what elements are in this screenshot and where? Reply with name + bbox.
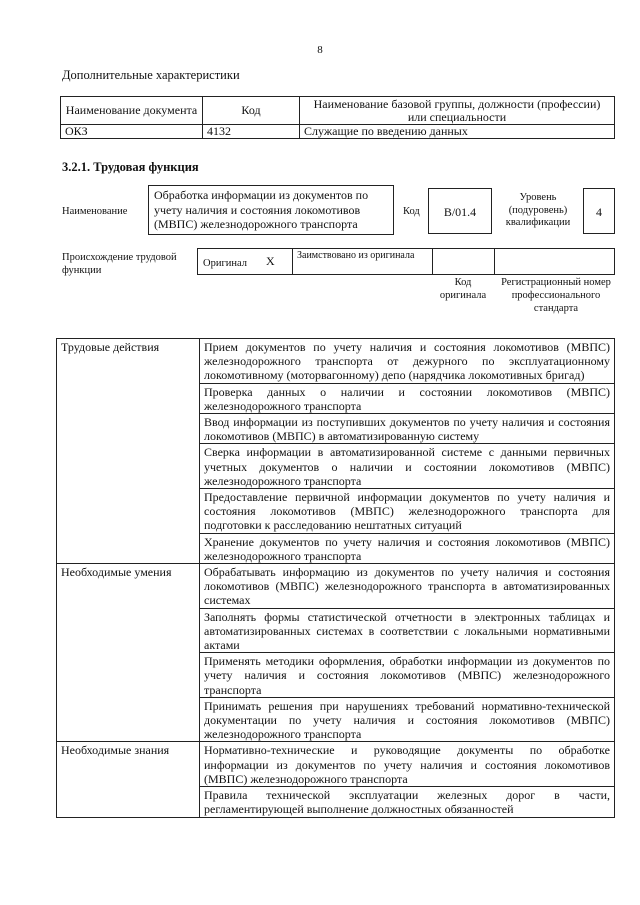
skill-item: Принимать решения при нарушениях требований нормативно-технической документации по учету наличия и состояния локомотивов (МВПС) железнодорожного транспорта xyxy=(200,697,615,742)
skill-item: Применять методики оформления, обработки информации из документов по учету наличия и состояния локомотивов (МВПС) железнодорожного транспорта xyxy=(200,653,615,698)
okz-group-cell: Служащие по введению данных xyxy=(300,125,615,139)
okz-doc-cell: ОКЗ xyxy=(61,125,203,139)
okz-header-doc: Наименование документа xyxy=(61,97,203,125)
page-number: 8 xyxy=(317,44,323,56)
origin-divider-3 xyxy=(494,249,495,274)
skill-item: Обрабатывать информацию из документов по учету наличия и состояния локомотивов (МВПС) железнодорожного транспорта в автоматизированных системах xyxy=(200,564,615,609)
origin-row xyxy=(197,248,615,275)
action-item: Предоставление первичной информации документов по учету наличия и состояния локомотивов (МВПС) железнодорожного транспорта для подготовки к расследованию нештатных ситуаций xyxy=(200,489,615,534)
action-item: Прием документов по учету наличия и состояния локомотивов (МВПС) железнодорожного транспорта от дежурного по эксплуатационному локомотивному (моторвагонному) депо (нарядчика локомотивных бригад) xyxy=(200,339,615,384)
extra-characteristics-title: Дополнительные характеристики xyxy=(62,68,240,82)
okz-header-group: Наименование базовой группы, должности (профессии) или специальности xyxy=(300,97,615,125)
table-row xyxy=(57,339,615,384)
code-original-label: Код оригинала xyxy=(439,277,487,301)
borrowed-label: Заимствовано из оригинала xyxy=(297,250,415,261)
section-label-knowledge: Необходимые знания xyxy=(57,742,200,817)
table-row xyxy=(57,742,615,787)
okz-data-row xyxy=(61,125,615,139)
action-item: Сверка информации в автоматизированной системе с данными первичных учетных документов о наличии и состоянии локомотивов (МВПС) железнодорожного транспорта xyxy=(200,444,615,489)
original-mark: X xyxy=(266,254,275,268)
origin-divider-2 xyxy=(432,249,433,274)
okz-header-code: Код xyxy=(203,97,300,125)
okz-code-cell: 4132 xyxy=(203,125,300,139)
knowledge-item: Правила технической эксплуатации железных дорог в части, регламентирующей выполнение должностных обязанностей xyxy=(200,787,615,817)
origin-label: Происхождение трудовой функции xyxy=(62,252,177,276)
function-title: 3.2.1. Трудовая функция xyxy=(62,160,199,174)
skill-item: Заполнять формы статистической отчетности в электронных таблицах и автоматизированных системах в соответствии с локальными нормативными актами xyxy=(200,608,615,653)
function-name-box: Обработка информации из документов по учету наличия и состояния локомотивов (МВПС) железнодорожного транспорта xyxy=(148,185,394,235)
code-label: Код xyxy=(403,206,420,217)
okz-table xyxy=(60,96,615,139)
action-item: Проверка данных о наличии и состоянии локомотивов (МВПС) железнодорожного транспорта xyxy=(200,383,615,413)
function-code-box: B/01.4 xyxy=(428,188,492,234)
action-item: Хранение документов по учету наличия и состояния локомотивов (МВПС) железнодорожного транспорта xyxy=(200,533,615,563)
original-label: Оригинал xyxy=(203,258,247,269)
level-label: Уровень (подуровень) квалификации xyxy=(505,192,571,228)
knowledge-item: Нормативно-технические и руководящие документы по обработке информации из документов по учету наличия и состояния локомотивов (МВПС) железнодорожного транспорта xyxy=(200,742,615,787)
okz-header-row xyxy=(61,97,615,125)
function-details-table xyxy=(56,338,615,818)
level-value-box: 4 xyxy=(583,188,615,234)
action-item: Ввод информации из поступивших документов по учету наличия и состояния локомотивов (МВПС) в автоматизированную систему xyxy=(200,414,615,444)
section-label-skills: Необходимые умения xyxy=(57,564,200,742)
name-label: Наименование xyxy=(62,206,128,217)
origin-divider-1 xyxy=(292,249,293,274)
section-label-actions: Трудовые действия xyxy=(57,339,200,564)
reg-number-label: Регистрационный номер профессионального стандарта xyxy=(501,277,611,314)
table-row xyxy=(57,564,615,609)
